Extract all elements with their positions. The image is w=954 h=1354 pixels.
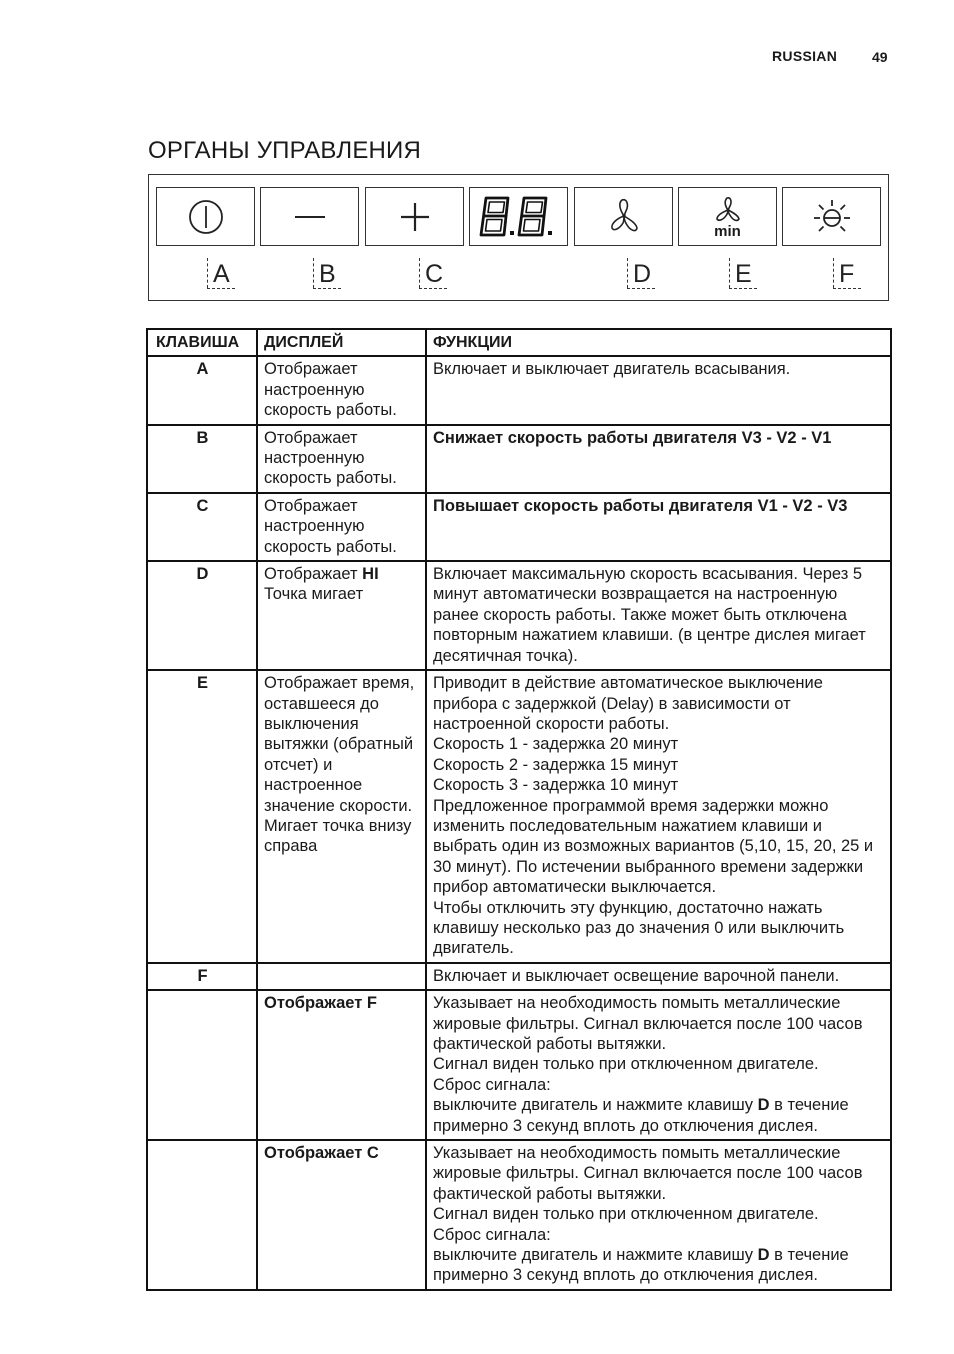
control-panel-diagram: [148, 174, 889, 301]
callout-label: C: [425, 260, 444, 288]
display-note: Точка мигает: [264, 585, 364, 604]
callout-label: A: [213, 260, 230, 288]
table-row: [147, 493, 891, 561]
table-row: [147, 990, 891, 1140]
row-function: Включает максимальную скорость всасывания. Через 5 минут автоматически возвращается на настроенную ранее скорость работы. Также может быть отключена повторным нажатием клавиши. (в центре дислея мигает десятичная точка).: [426, 561, 891, 670]
row-display: Отображает настроенную скорость работы.: [257, 493, 426, 561]
function-line: Скорость 2 - задержка 15 минут: [433, 755, 679, 774]
row-key: E: [147, 670, 257, 963]
display-code: HI: [362, 565, 379, 584]
minus-button: [260, 187, 359, 246]
display-prefix: Отображает: [264, 565, 363, 584]
function-line: Сигнал виден только при отключенном двигателе.: [433, 1205, 819, 1224]
seven-segment-display-icon: [476, 194, 562, 240]
row-key: [147, 1140, 257, 1290]
row-function: Снижает скорость работы двигателя V3 - V2 - V1: [426, 425, 891, 493]
row-key: D: [147, 561, 257, 670]
table-row: [147, 425, 891, 493]
function-line: Скорость 3 - задержка 10 минут: [433, 776, 679, 795]
fan-icon: [602, 195, 646, 239]
function-line: Указывает на необходимость помыть металлические жировые фильтры. Сигнал включается после 100 часов фактической работы вытяжки.: [433, 1144, 863, 1203]
table-row: [147, 561, 891, 670]
row-display: Отображает настроенную скорость работы.: [257, 425, 426, 493]
fan-min-button: [678, 187, 777, 246]
function-line: Сброс сигнала:: [433, 1225, 551, 1244]
row-key: C: [147, 493, 257, 561]
function-line: Предложенное программой время задержки можно изменить последовательным нажатием клавиши и выбрать один из возможных вариантов (5,10, 15, 20, 25 и 30 минут). По истечении выбранного времени задержки прибор автоматически выключается.: [433, 796, 874, 897]
reset-instruction-end: в течение примерно 3 секунд вплоть до отключения дислея.: [433, 1246, 849, 1285]
callout-label: F: [839, 260, 855, 288]
row-function: Повышает скорость работы двигателя V1 - V2 - V3: [426, 493, 891, 561]
fan-min-label: min: [714, 222, 741, 240]
plus-icon: [395, 197, 435, 237]
fan-min-icon: [706, 195, 750, 227]
section-title: ОРГАНЫ УПРАВЛЕНИЯ: [148, 137, 422, 164]
function-line: Указывает на необходимость помыть металлические жировые фильтры. Сигнал включается после 100 часов фактической работы вытяжки.: [433, 994, 863, 1053]
row-function: Включает и выключает двигатель всасывания.: [426, 356, 891, 424]
power-icon: [186, 197, 226, 237]
callout-label: D: [633, 260, 652, 288]
table-row: [147, 963, 891, 990]
table-row: [147, 356, 891, 424]
function-line: Чтобы отключить эту функцию, достаточно нажать клавишу несколько раз до значения 0 или выключить двигатель.: [433, 898, 845, 958]
header-display: ДИСПЛЕЙ: [257, 329, 426, 356]
row-key: F: [147, 963, 257, 990]
table-header-row: [147, 329, 891, 356]
reset-instruction: выключите двигатель и нажмите клавишу: [433, 1246, 758, 1265]
callout-label: B: [319, 260, 336, 288]
plus-button: [365, 187, 464, 246]
row-key: [147, 990, 257, 1140]
light-icon: [810, 195, 854, 239]
function-line: Скорость 1 - задержка 20 минут: [433, 735, 679, 754]
controls-table: [146, 328, 892, 1291]
row-display: Отображает настроенную скорость работы.: [257, 356, 426, 424]
function-line: Сигнал виден только при отключенном двигателе.: [433, 1055, 819, 1074]
light-button: [782, 187, 881, 246]
fan-button: [574, 187, 673, 246]
function-line: Сброс сигнала:: [433, 1075, 551, 1094]
header-key: КЛАВИША: [147, 329, 257, 356]
row-display: Отображает C: [257, 1140, 426, 1290]
page-number: 49: [872, 49, 888, 65]
table-row: [147, 1140, 891, 1290]
row-key: A: [147, 356, 257, 424]
row-function: [426, 670, 891, 963]
table-row: [147, 670, 891, 963]
minus-icon: [290, 197, 330, 237]
row-key: B: [147, 425, 257, 493]
reset-instruction: выключите двигатель и нажмите клавишу: [433, 1096, 758, 1115]
row-display: [257, 963, 426, 990]
power-button: [156, 187, 255, 246]
callout-label: E: [735, 260, 752, 288]
header-functions: ФУНКЦИИ: [426, 329, 891, 356]
row-function: [426, 990, 891, 1140]
row-display: Отображает F: [257, 990, 426, 1140]
function-line: Приводит в действие автоматическое выключение прибора с задержкой (Delay) в зависимости от настроенной скорости работы.: [433, 674, 823, 733]
row-display: Отображает время, оставшееся до выключения вытяжки (обратный отсчет) и настроенное значение скорости. Мигает точка внизу справа: [257, 670, 426, 963]
page-header-language: RUSSIAN: [772, 48, 838, 64]
reset-key: D: [757, 1096, 770, 1115]
row-function: [426, 1140, 891, 1290]
reset-key: D: [757, 1246, 770, 1265]
reset-instruction-end: в течение примерно 3 секунд вплоть до отключения дислея.: [433, 1096, 849, 1135]
seven-segment-display: [469, 187, 568, 246]
row-display: [257, 561, 426, 670]
row-function: Включает и выключает освещение варочной панели.: [426, 963, 891, 990]
